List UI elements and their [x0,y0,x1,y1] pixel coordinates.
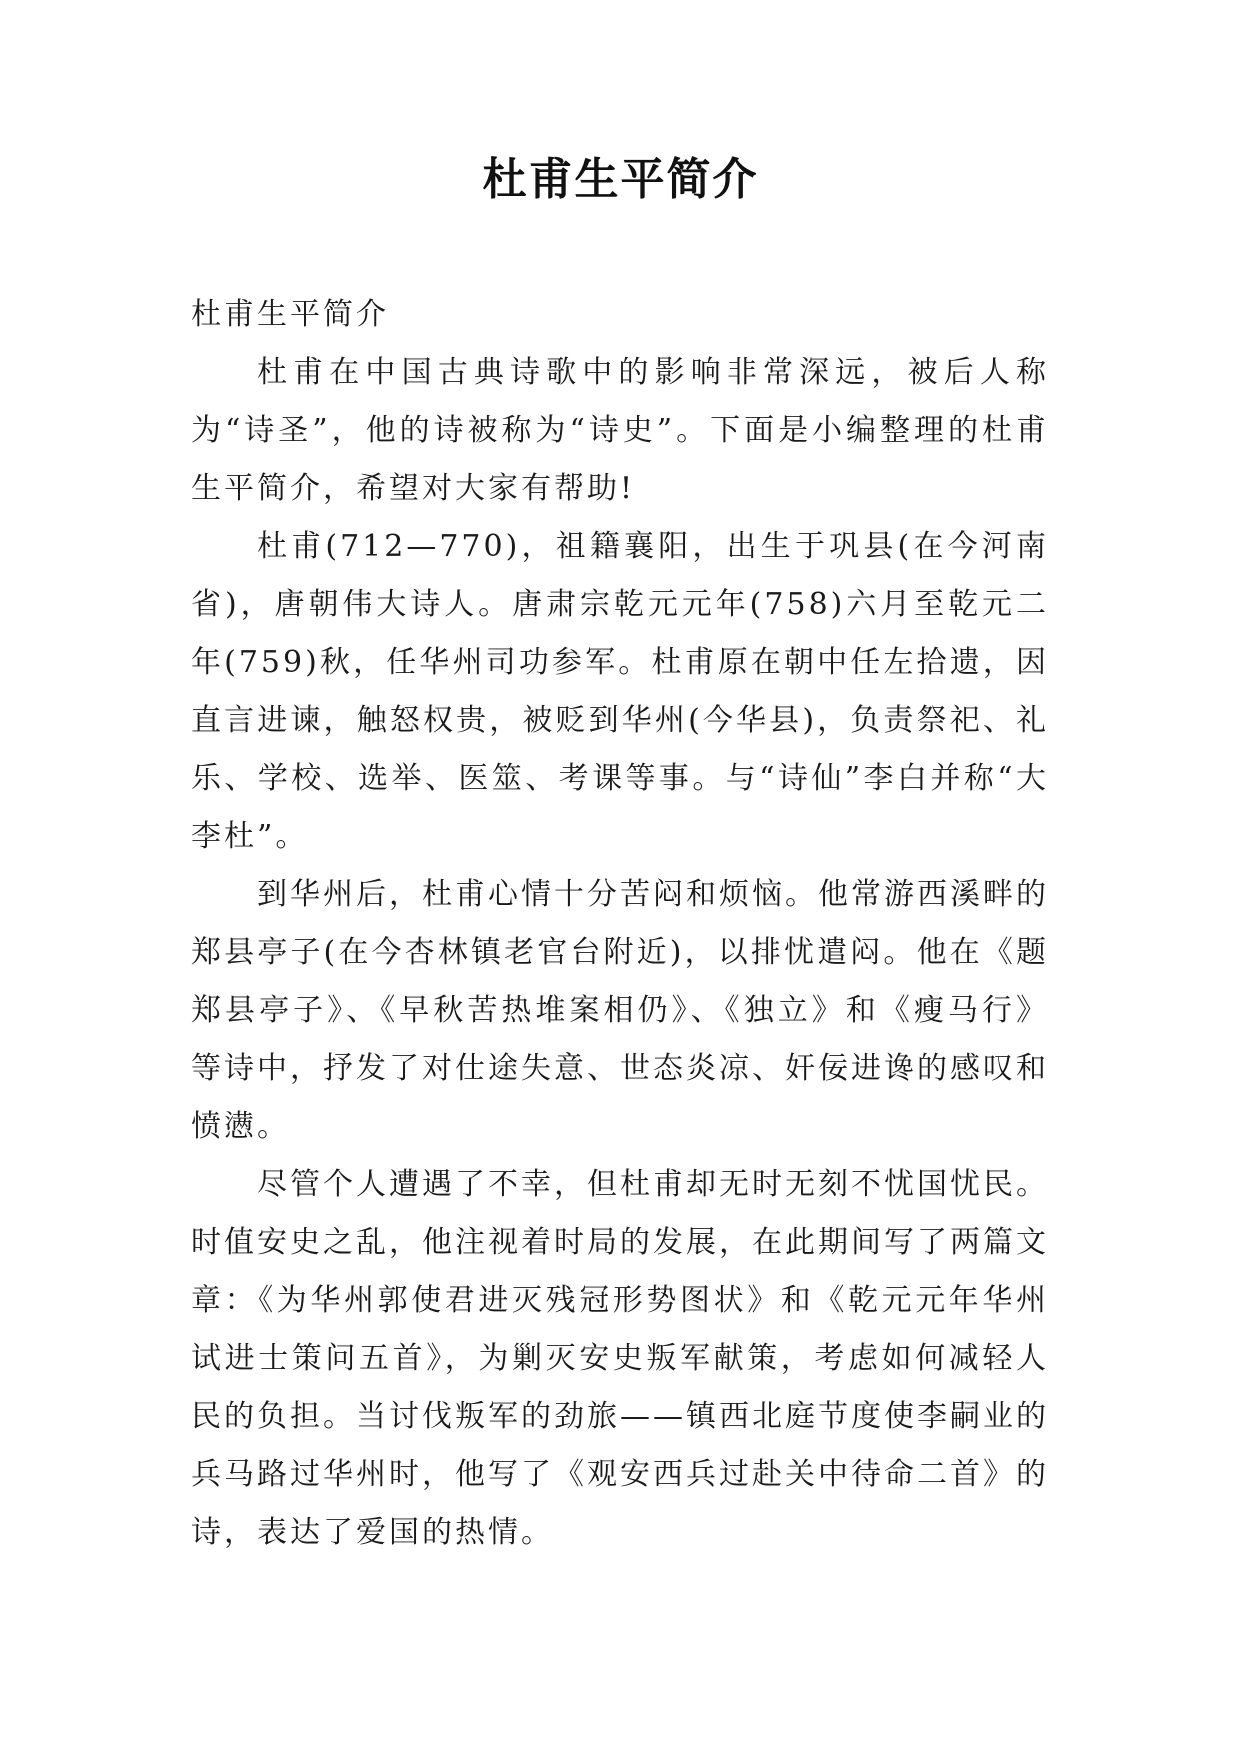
paragraph-patriotism: 尽管个人遭遇了不幸，但杜甫却无时无刻不忧国忧民。时值安史之乱，他注视着时局的发展，在此期间写了两篇文章：《为华州郭使君进灭残冠形势图状》和《乾元元年华州试进士策问五首》，为剿灭安史叛军献策，考虑如何减轻人民的负担。当讨伐叛军的劲旅——镇西北庭节度使李嗣业的兵马路过华州时，他写了《观安西兵过赴关中待命二首》的诗，表达了爱国的热情。 [191,1167,1049,1550]
document-body [191,286,1049,1562]
paragraph-biography: 杜甫(712—770)，祖籍襄阳，出生于巩县(在今河南省)，唐朝伟大诗人。唐肃宗乾元元年(758)六月至乾元二年(759)秋，任华州司功参军。杜甫原在朝中任左拾遗，因直言进谏，触怒权贵，被贬到华州(今华县)，负责祭祀、礼乐、学校、选举、医筮、考课等事。与“诗仙”李白并称“大李杜”。 [191,529,1049,854]
paragraph-intro: 杜甫在中国古典诗歌中的影响非常深远，被后人称为“诗圣”，他的诗被称为“诗史”。下面是小编整理的杜甫生平简介，希望对大家有帮助! [191,355,1049,506]
document-title: 杜甫生平简介 [482,154,759,205]
paragraph-huazhou: 到华州后，杜甫心情十分苦闷和烦恼。他常游西溪畔的郑县亭子(在今杏林镇老官台附近)，以排忧遣闷。他在《题郑县亭子》、《早秋苦热堆案相仍》、《独立》和《瘦马行》等诗中，抒发了对仕途失意、世态炎凉、奸佞进谗的感叹和愤懑。 [191,877,1049,1144]
document-subtitle: 杜甫生平简介 [191,297,389,332]
